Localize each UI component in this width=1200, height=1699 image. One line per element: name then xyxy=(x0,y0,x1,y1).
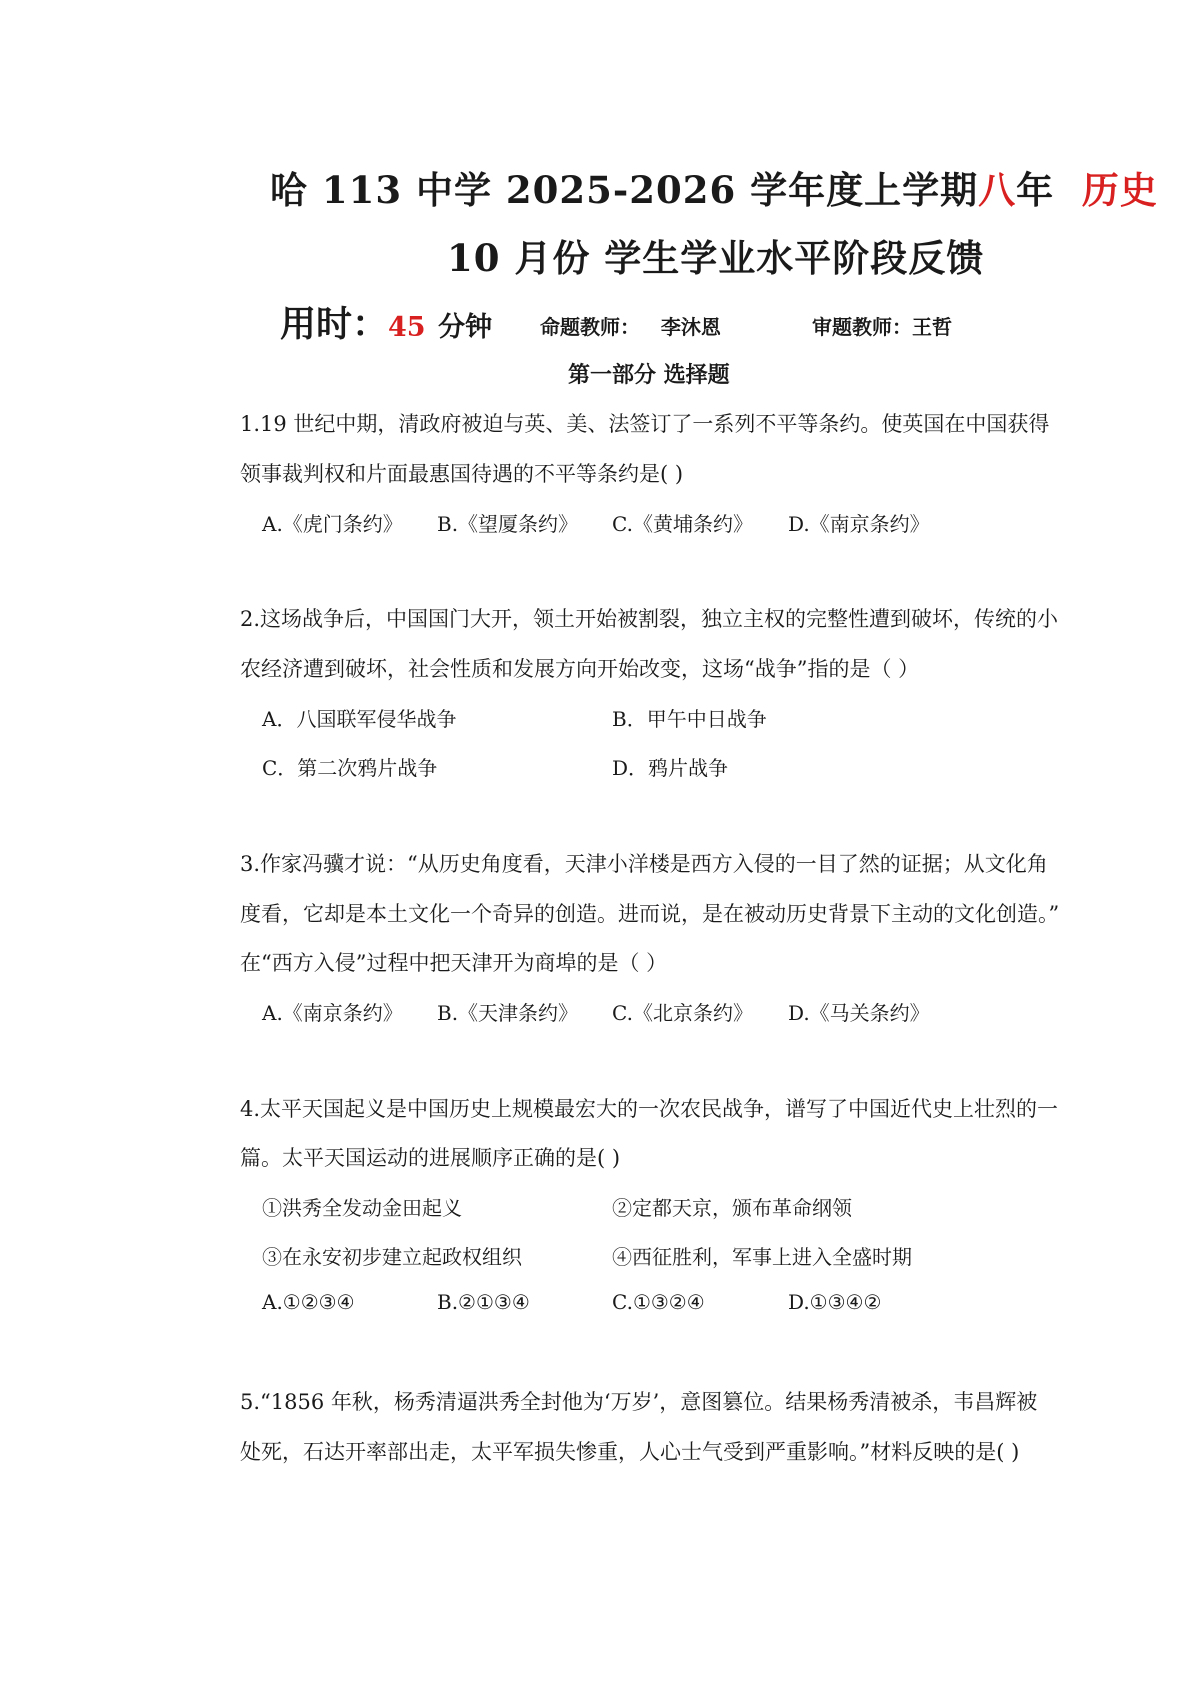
time-limit-value: 45 xyxy=(388,312,426,343)
option-a: A.①②③④ xyxy=(262,1290,355,1314)
question-text-line: 1.19 世纪中期，清政府被迫与英、美、法签订了一系列不平等条约。使英国在中国获得 xyxy=(240,412,1050,436)
question-text-line: 在“西方入侵”过程中把天津开为商埠的是（ ） xyxy=(240,951,668,975)
author-label: 命题教师： xyxy=(540,315,640,339)
reviewer-teacher xyxy=(812,311,952,340)
reviewer-name: 王哲 xyxy=(912,315,952,339)
time-limit-label: 用时： xyxy=(280,303,389,345)
option-b: B.《望厦条约》 xyxy=(437,512,579,536)
statement-4: ④西征胜利，军事上进入全盛时期 xyxy=(612,1245,912,1269)
time-limit xyxy=(280,296,492,347)
option-a: A.《虎门条约》 xyxy=(262,512,403,536)
exam-title-grade: 八 xyxy=(978,168,1017,212)
option-d: D.《马关条约》 xyxy=(788,1001,930,1025)
section-title: 第一部分 选择题 xyxy=(568,362,730,388)
option-b: B.②①③④ xyxy=(437,1290,530,1314)
question-text-line: 4.太平天国起义是中国历史上规模最宏大的一次农民战争，谱写了中国近代史上壮烈的一 xyxy=(240,1097,1059,1121)
statement-3: ③在永安初步建立起政权组织 xyxy=(262,1245,522,1269)
exam-title-school-term: 哈 113 中学 2025-2026 学年度上学期 xyxy=(270,168,979,212)
statement-1: ①洪秀全发动金田起义 xyxy=(262,1196,462,1220)
question-text-line: 领事裁判权和片面最惠国待遇的不平等条约是( ) xyxy=(240,462,684,486)
option-c: C.①③②④ xyxy=(612,1290,705,1314)
question-text-line: 5.“1856 年秋，杨秀清逼洪秀全封他为‘万岁’，意图篡位。结果杨秀清被杀，韦昌辉被 xyxy=(240,1390,1038,1414)
question-text-line: 篇。太平天国运动的进展顺序正确的是( ) xyxy=(240,1146,621,1170)
option-d: D.《南京条约》 xyxy=(788,512,930,536)
time-limit-unit: 分钟 xyxy=(438,312,493,343)
question-text-line: 处死，石达开率部出走，太平军损失惨重，人心士气受到严重影响。”材料反映的是( ) xyxy=(240,1440,1020,1464)
option-d: D．鸦片战争 xyxy=(612,756,729,780)
option-d: D.①③④② xyxy=(788,1290,882,1314)
option-b: B.《天津条约》 xyxy=(437,1001,579,1025)
author-name: 李沐恩 xyxy=(660,315,721,339)
question-text-line: 3.作家冯骥才说：“从历史角度看，天津小洋楼是西方入侵的一目了然的证据；从文化角 xyxy=(240,852,1048,876)
question-text-line: 2.这场战争后，中国国门大开，领土开始被割裂，独立主权的完整性遭到破坏，传统的小 xyxy=(240,607,1059,631)
exam-title xyxy=(270,160,1158,214)
option-c: C.《黄埔条约》 xyxy=(612,512,753,536)
question-text-line: 度看，它却是本土文化一个奇异的创造。进而说，是在被动历史背景下主动的文化创造。” xyxy=(240,902,1060,926)
option-c: C.《北京条约》 xyxy=(612,1001,753,1025)
exam-title-subject: 历史 xyxy=(1081,168,1158,212)
exam-title-grade-suffix: 年 xyxy=(1016,168,1055,212)
option-c: C．第二次鸦片战争 xyxy=(262,756,438,780)
exam-subtitle: 10 月份 学生学业水平阶段反馈 xyxy=(447,236,985,280)
option-a: A.《南京条约》 xyxy=(262,1001,403,1025)
option-b: B．甲午中日战争 xyxy=(612,707,767,731)
author-teacher xyxy=(540,311,721,340)
question-text-line: 农经济遭到破坏，社会性质和发展方向开始改变，这场“战争”指的是（ ） xyxy=(240,657,920,681)
statement-2: ②定都天京，颁布革命纲领 xyxy=(612,1196,852,1220)
reviewer-label: 审题教师： xyxy=(812,315,912,339)
option-a: A．八国联军侵华战争 xyxy=(262,707,457,731)
